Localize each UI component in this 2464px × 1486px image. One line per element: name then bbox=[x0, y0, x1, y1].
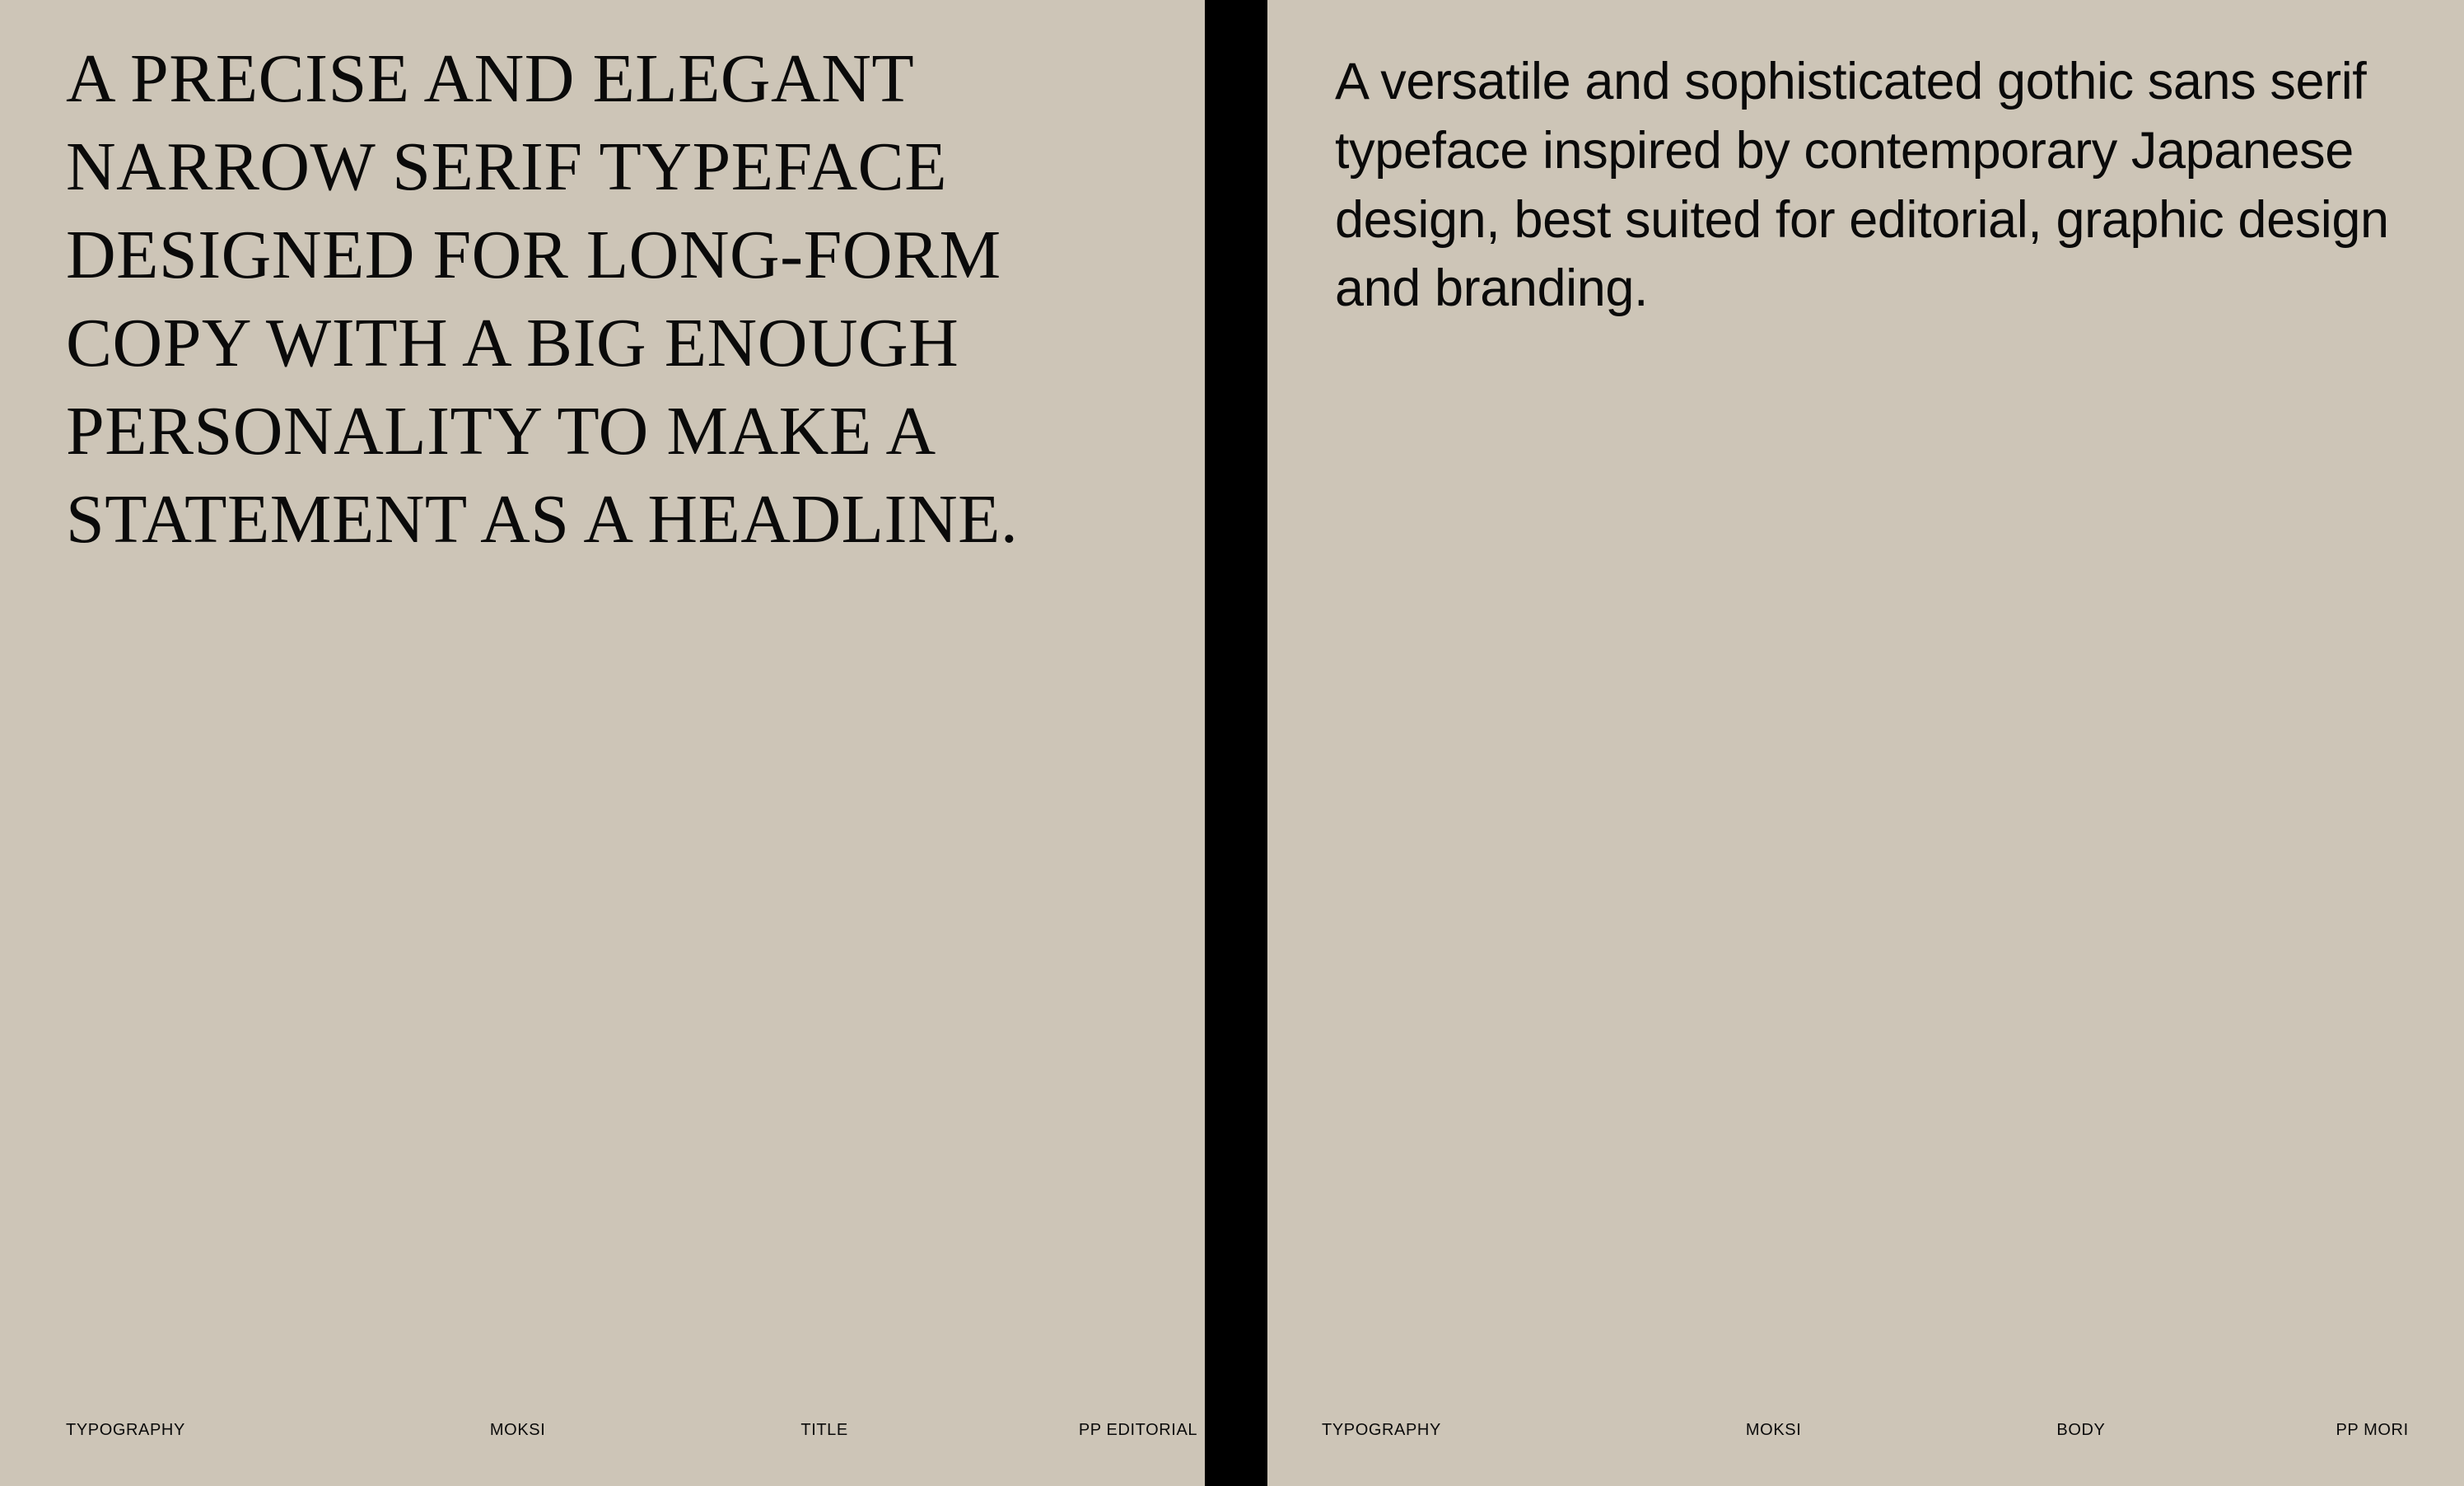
footer-category: TYPOGRAPHY bbox=[1322, 1421, 1441, 1439]
center-gutter bbox=[1205, 0, 1267, 1486]
left-page-footer bbox=[66, 1421, 1198, 1440]
left-page bbox=[0, 0, 1205, 1486]
right-page bbox=[1267, 0, 2464, 1486]
sans-specimen-text: A versatile and sophisticated gothic sans serif typeface inspired by contemporary Japanese design, best suited for editorial, graphic design and branding. bbox=[1335, 53, 2389, 318]
footer-typeface: PP MORI bbox=[2336, 1421, 2409, 1439]
footer-role: BODY bbox=[2056, 1421, 2106, 1439]
footer-project: MOKSI bbox=[489, 1421, 546, 1439]
right-page-footer bbox=[1322, 1421, 2409, 1440]
footer-role: TITLE bbox=[800, 1421, 848, 1439]
footer-project: MOKSI bbox=[1745, 1421, 1802, 1439]
serif-specimen-text: A PRECISE AND ELEGANT NARROW SERIF TYPEFACE DESIGNED FOR LONG-FORM COPY WITH A BIG ENOUGH PERSONALITY TO MAKE A STATEMENT AS A HEADLINE. bbox=[66, 40, 1019, 558]
footer-category: TYPOGRAPHY bbox=[66, 1421, 185, 1439]
footer-typeface: PP EDITORIAL bbox=[1078, 1421, 1198, 1439]
